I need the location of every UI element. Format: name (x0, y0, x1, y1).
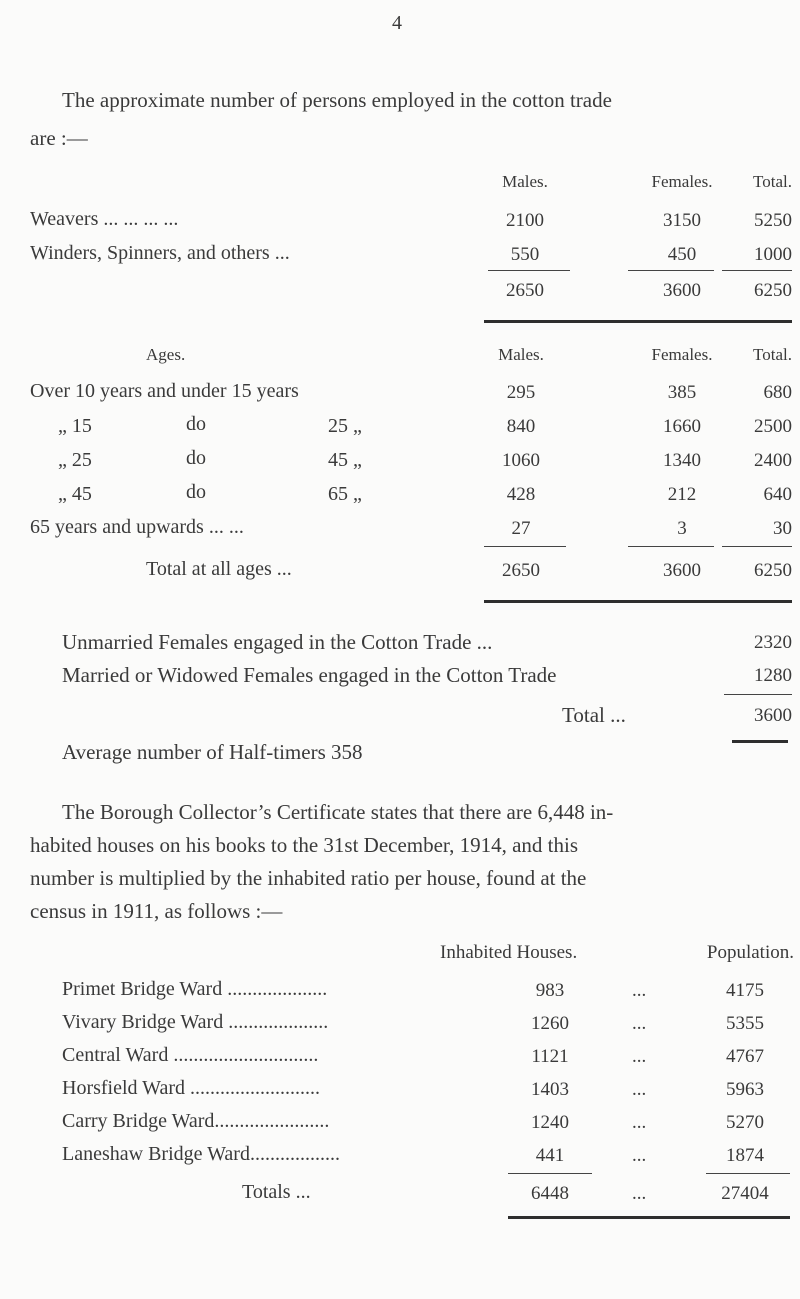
t3-row-sep: ... (632, 1013, 647, 1034)
t3-row-population: 1874 (726, 1145, 764, 1166)
status-total-value: 3600 (754, 705, 792, 726)
t2-row-males: 1060 (502, 450, 540, 471)
t2-row-to: 25 „ (328, 415, 362, 437)
t2-row-males: 27 (511, 518, 531, 539)
t2-row-from: „ 15 (58, 415, 92, 437)
t3-row-population: 5270 (726, 1112, 764, 1133)
t3-header-population: Population. (706, 942, 794, 963)
t3-row-label: Carry Bridge Ward....................... (62, 1110, 330, 1132)
t3-row-label: Vivary Bridge Ward .................... (62, 1011, 329, 1033)
t3-total-label: Totals ... (242, 1181, 311, 1203)
t2-row-total: 30 (773, 518, 792, 539)
t2-row-total: 680 (763, 382, 792, 403)
t3-row-label: Central Ward ............................. (62, 1044, 319, 1066)
t1-row-males: 550 (510, 244, 540, 265)
t3-sum-rule (508, 1173, 592, 1174)
t1-header-total: Total. (753, 172, 792, 191)
t2-sum-rule (484, 546, 566, 547)
t1-header-males: Males. (502, 172, 548, 191)
t2-header-total: Total. (753, 345, 792, 364)
t3-row-sep: ... (632, 1079, 647, 1100)
t2-row-total: 2400 (754, 450, 792, 471)
t3-total-population: 27404 (721, 1183, 769, 1204)
t2-row-label: Over 10 years and under 15 years (30, 380, 299, 402)
t2-sum-rule (628, 546, 714, 547)
t2-row-to: 65 „ (328, 483, 362, 505)
t2-row-do: do (186, 481, 206, 503)
t1-total-males: 2650 (506, 280, 544, 301)
t1-end-rule (484, 320, 792, 323)
married-label: Married or Widowed Females engaged in the Cotton Trade (62, 663, 557, 687)
unmarried-value: 2320 (754, 632, 792, 653)
t3-total-houses: 6448 (531, 1183, 569, 1204)
t1-row-males: 2100 (506, 210, 544, 231)
t2-row-males: 295 (506, 382, 536, 403)
t2-row-to: 45 „ (328, 449, 362, 471)
t2-row-females: 1660 (663, 416, 701, 437)
t3-sum-rule (706, 1173, 790, 1174)
t2-total-males: 2650 (502, 560, 540, 581)
t3-row-houses: 441 (535, 1145, 565, 1166)
t3-row-population: 4175 (726, 980, 764, 1001)
status-end-rule (732, 740, 788, 743)
t2-row-total: 2500 (754, 416, 792, 437)
page-number: 4 (392, 12, 402, 34)
t1-total-females: 3600 (663, 280, 701, 301)
t3-row-houses: 983 (535, 980, 565, 1001)
t1-sum-rule (628, 270, 714, 271)
t2-row-from: „ 25 (58, 449, 92, 471)
t3-row-label: Primet Bridge Ward .................... (62, 978, 328, 1000)
t2-sum-rule (722, 546, 792, 547)
t1-row-label: Winders, Spinners, and others ... (30, 242, 290, 264)
t1-sum-rule (488, 270, 570, 271)
t1-row-females: 3150 (663, 210, 701, 231)
t3-row-sep: ... (632, 980, 647, 1001)
t1-row-females: 450 (667, 244, 697, 265)
t2-row-from: „ 45 (58, 483, 92, 505)
t2-header-males: Males. (498, 345, 544, 364)
t1-sum-rule (722, 270, 792, 271)
t3-row-population: 5355 (726, 1013, 764, 1034)
t1-row-total: 5250 (754, 210, 792, 231)
t2-row-males: 428 (506, 484, 536, 505)
t3-header-houses: Inhabited Houses. (440, 942, 578, 963)
t3-row-houses: 1240 (531, 1112, 569, 1133)
t3-row-sep: ... (632, 1112, 647, 1133)
t2-header-females: Females. (651, 345, 713, 364)
t3-row-label: Horsfield Ward .......................... (62, 1077, 320, 1099)
paragraph-line-1: The Borough Collector’s Certificate states that there are 6,448 in- (62, 800, 614, 824)
unmarried-label: Unmarried Females engaged in the Cotton Trade ... (62, 630, 493, 654)
t2-row-label: 65 years and upwards ... ... (30, 516, 244, 538)
married-value: 1280 (754, 665, 792, 686)
t3-row-houses: 1403 (531, 1079, 569, 1100)
t2-row-total: 640 (763, 484, 792, 505)
t2-row-males: 840 (506, 416, 536, 437)
intro-line-2: are :— (30, 126, 88, 150)
t2-row-females: 385 (667, 382, 697, 403)
paragraph-line-4: census in 1911, as follows :— (30, 899, 283, 923)
status-total-label: Total ... (562, 703, 626, 727)
t2-row-females: 212 (667, 484, 697, 505)
t1-row-label: Weavers ... ... ... ... (30, 208, 179, 230)
t3-total-sep: ... (632, 1183, 647, 1204)
t1-total-total: 6250 (754, 280, 792, 301)
intro-line-1: The approximate number of persons employed in the cotton trade (62, 88, 612, 112)
t3-row-houses: 1121 (531, 1046, 569, 1067)
t3-row-sep: ... (632, 1145, 647, 1166)
t2-row-do: do (186, 447, 206, 469)
t3-row-population: 5963 (726, 1079, 764, 1100)
t2-row-females: 3 (677, 518, 687, 539)
t2-header-ages: Ages. (146, 345, 186, 364)
t1-row-total: 1000 (754, 244, 792, 265)
status-sum-rule (724, 694, 792, 695)
t2-row-do: do (186, 413, 206, 435)
t3-row-label: Laneshaw Bridge Ward.................. (62, 1143, 340, 1165)
t3-row-houses: 1260 (531, 1013, 569, 1034)
t2-total-label: Total at all ages ... (146, 558, 292, 580)
t2-row-females: 1340 (663, 450, 701, 471)
t2-total-total: 6250 (754, 560, 792, 581)
paragraph-line-3: number is multiplied by the inhabited ratio per house, found at the (30, 866, 587, 890)
t2-total-females: 3600 (663, 560, 701, 581)
t3-row-population: 4767 (726, 1046, 764, 1067)
t3-end-rule (508, 1216, 790, 1219)
t2-end-rule (484, 600, 792, 603)
paragraph-line-2: habited houses on his books to the 31st December, 1914, and this (30, 833, 578, 857)
t1-header-females: Females. (651, 172, 713, 191)
half-timers-line: Average number of Half-timers 358 (62, 740, 363, 764)
t3-row-sep: ... (632, 1046, 647, 1067)
